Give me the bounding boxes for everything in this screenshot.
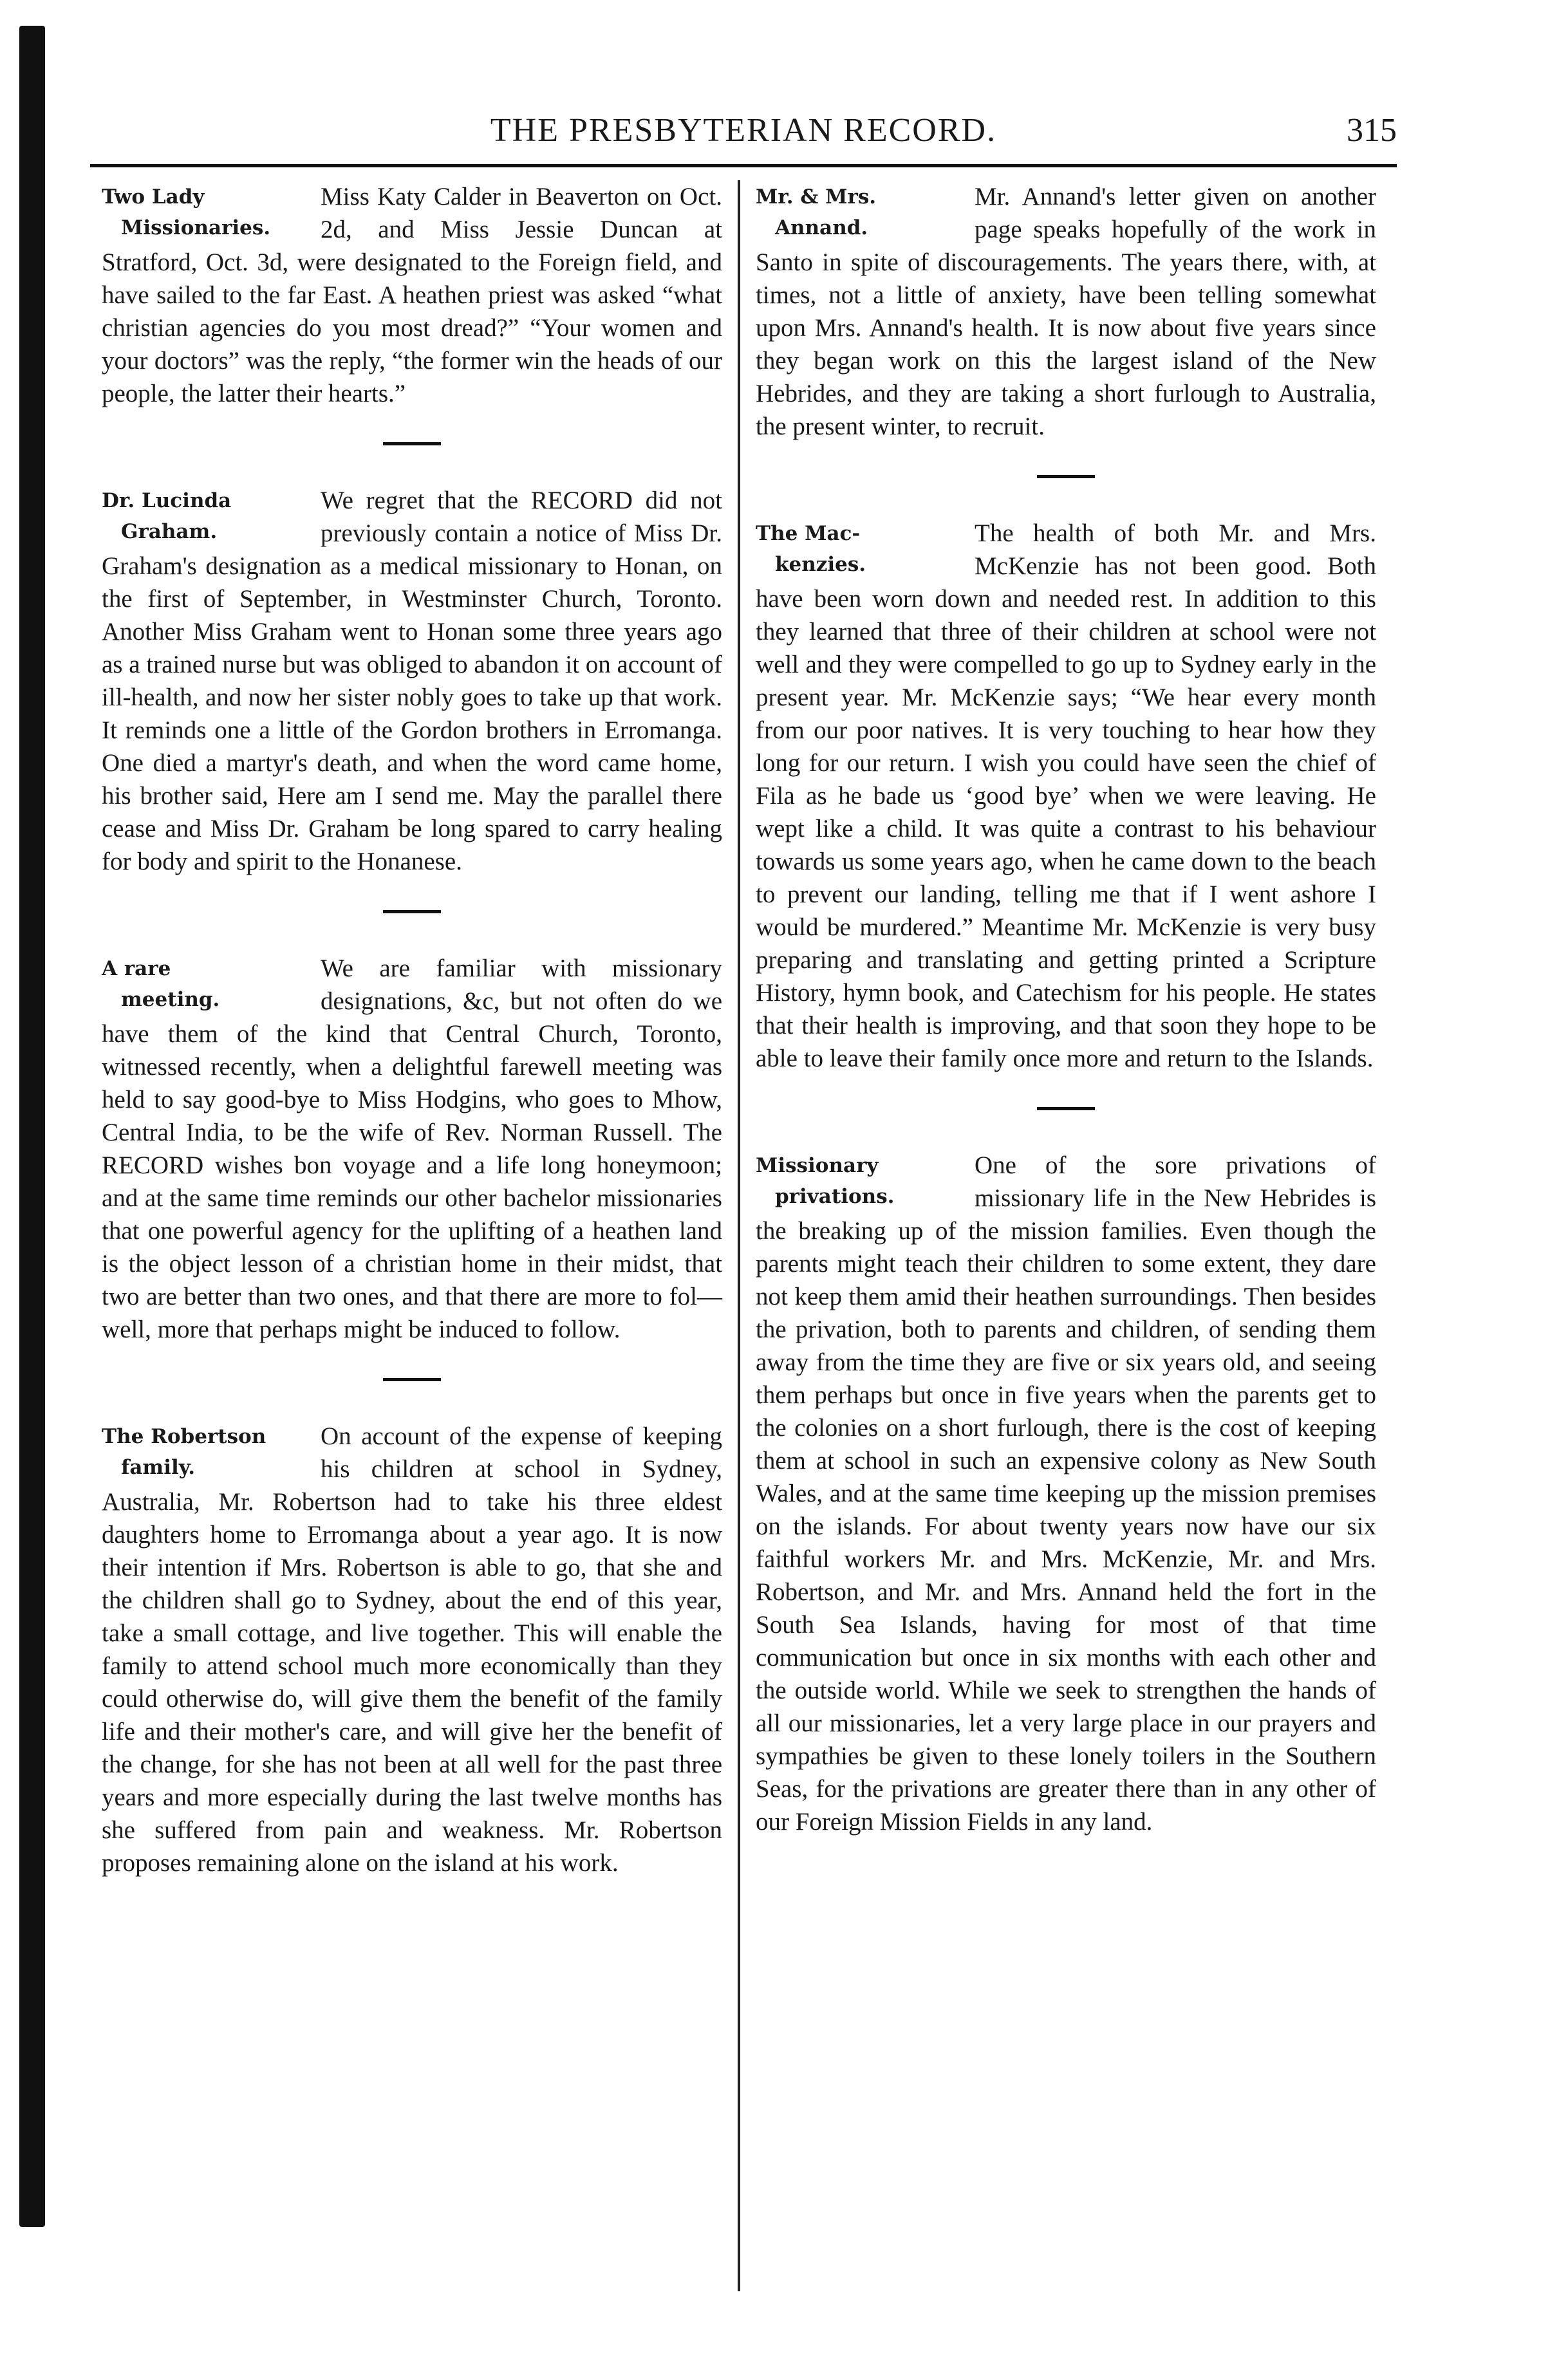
binding-edge — [19, 26, 45, 2227]
article-a-rare-meeting — [102, 952, 722, 1346]
article-text: We regret that the RECORD did not previously contain a notice of Miss Dr. Graham's designation as a medical missionary to Honan, on the first of September, in Westminster Church, Toronto. Another Miss Graham went to Honan some three years ago as a trained nurse but was obliged to abandon it on account of ill-health, and now her sister nobly goes to take up that work. It reminds one a little of the Gordon brothers in Erromanga. One died a martyr's death, and when the word came home, his brother said, Here am I send me. May the parallel there cease and Miss Dr. Graham be long spared to carry healing for body and spirit to the Honanese. — [102, 487, 722, 875]
article-robertson-family — [102, 1420, 722, 1879]
right-column — [744, 180, 1388, 2291]
side-heading: Mr. & Mrs. Annand. — [756, 185, 877, 239]
side-heading: A rare meeting. — [102, 957, 220, 1011]
left-column — [90, 180, 734, 2291]
running-title: THE PRESBYTERIAN RECORD. — [490, 112, 997, 149]
section-divider — [1037, 1107, 1095, 1110]
article-two-lady-missionaries — [102, 180, 722, 410]
header-rule — [90, 164, 1397, 167]
article-text: On account of the expense of keeping his children at school in Sydney, Australia, Mr. Robertson had to take his three eldest daughters home to Erromanga about a year ago. It is now their intention if Mrs. Robertson is able to go, that she and the children shall go to Sydney, about the end of this year, take a small cottage, and live together. This will enable the family to attend school much more economically than they could otherwise do, will give them the benefit of the family life and their mother's care, and will give her the benefit of the change, for she has not been at all well for the past three years and more especially during the last twelve months has she suffered from pain and weakness. Mr. Robertson proposes remaining alone on the island at his work. — [102, 1422, 722, 1877]
article-text: One of the sore privations of missionary life in the New Hebrides is the breaking up of the mission families. Even though the parents might teach their children to some extent, they dare not keep them amid their heathen surroundings. Then besides the privation, both to parents and children, of sending them away from the time they are five or six years old, and seeing them perhaps but once in five years when the parents get to the colonies on a short furlough, there is the cost of keeping them at school in such an expensive colony as New South Wales, and at the same time keeping up the mission premises on the islands. For about twenty years now have our six faithful workers Mr. and Mrs. McKenzie, Mr. and Mrs. Robertson, and Mr. and Mrs. Annand held the fort in the South Sea Islands, having for most of that time communication but once in six months with each other and the outside world. While we seek to strengthen the hands of all our missionaries, let a very large place in our prayers and sympathies be given to these lonely toilers in the Southern Seas, for the privations are greater there than in any other of our Foreign Mission Fields in any land. — [756, 1151, 1376, 1836]
column-divider — [738, 180, 740, 2291]
page-number: 315 — [1347, 112, 1397, 149]
section-divider — [383, 910, 441, 913]
article-mackenzies — [756, 517, 1376, 1075]
article-text: The health of both Mr. and Mrs. McKenzie has not been good. Both have been worn down and needed rest. In addition to this they learned that three of their children at school were not well and they were compelled to go up to Sydney early in the present year. Mr. McKenzie says; “We hear every month from our poor natives. It is very touching to hear how they long for our return. I wish you could have seen the chief of Fila as he bade us ‘good bye’ when we were leaving. He wept like a child. It was quite a contrast to his behaviour towards us some years ago, when he came down to the beach to prevent our landing, telling me that if I went ashore I would be murdered.” Meantime Mr. McKenzie is very busy preparing and translating and getting printed a Scripture History, hymn book, and Catechism for his people. He states that their health is improving, and that soon they hope to be able to leave their family once more and return to the Islands. — [756, 519, 1376, 1072]
article-text: Mr. Annand's letter given on another page speaks hopefully of the work in Santo in spite of discouragements. The years there, with, at times, not a little of anxiety, have been telling somewhat upon Mrs. Annand's health. It is now about five years since they began work on this the largest island of the New Hebrides, and they are taking a short furlough to Australia, the present winter, to recruit. — [756, 183, 1376, 440]
section-divider — [383, 442, 441, 445]
article-text: Miss Katy Calder in Beaverton on Oct. 2d, and Miss Jessie Duncan at Stratford, Oct. 3d, were designated to the Foreign field, and have sailed to the far East. A heathen priest was asked “what christian agencies do you most dread?” “Your women and your doctors” was the reply, “the former win the heads of our people, the latter their hearts.” — [102, 183, 722, 407]
section-divider — [383, 1378, 441, 1381]
page — [90, 103, 1397, 2291]
page-header — [90, 103, 1397, 167]
side-heading: The Mac- kenzies. — [756, 522, 866, 576]
side-heading: Two Lady Missionaries. — [102, 185, 271, 239]
article-missionary-privations — [756, 1149, 1376, 1838]
article-annand — [756, 180, 1376, 443]
article-dr-lucinda-graham — [102, 484, 722, 878]
side-heading: Missionary privations. — [756, 1154, 895, 1208]
side-heading: The Robertson family. — [102, 1425, 266, 1479]
columns — [90, 180, 1397, 2291]
side-heading: Dr. Lucinda Graham. — [102, 489, 232, 543]
article-text: We are familiar with missionary designations, &c, but not often do we have them of the kind that Central Church, Toronto, witnessed recently, when a delightful farewell meeting was held to say good-bye to Miss Hodgins, who goes to Mhow, Central India, to be the wife of Rev. Norman Russell. The RECORD wishes bon voyage and a life long honeymoon; and at the same time reminds our other bachelor missionaries that one powerful agency for the uplifting of a heathen land is the object lesson of a christian home in their midst, that two are better than two ones, and that there are more to fol— well, more that perhaps might be induced to follow. — [102, 954, 722, 1343]
section-divider — [1037, 475, 1095, 478]
